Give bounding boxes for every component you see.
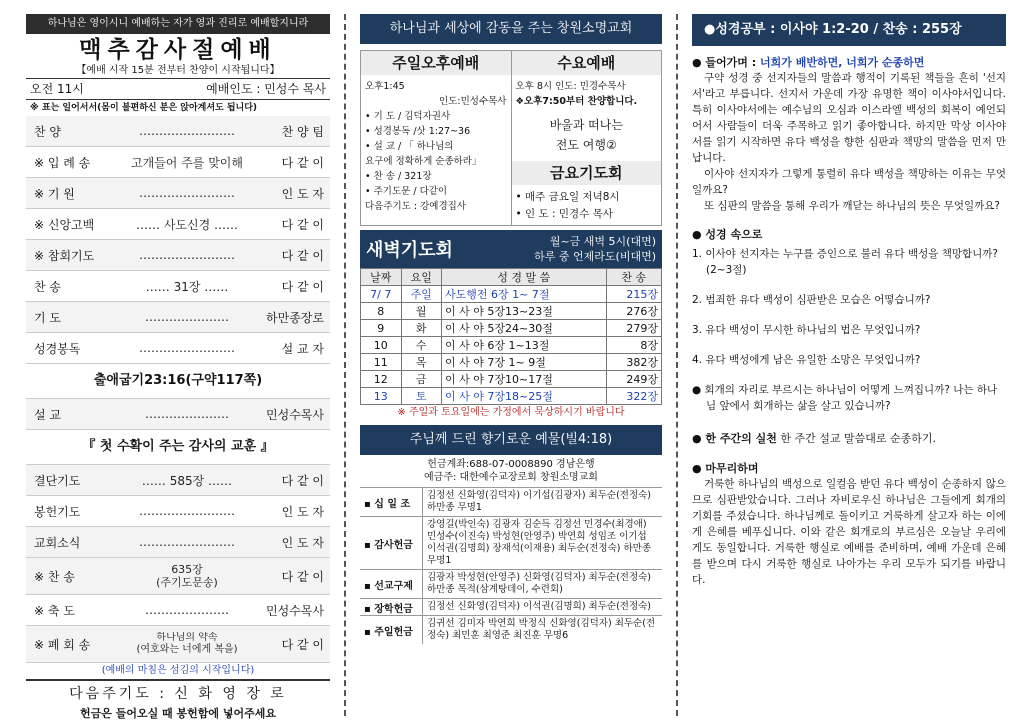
order-person: 민성수목사 [266, 603, 324, 618]
reading-day: 토 [401, 388, 442, 405]
wednesday-theme [516, 115, 658, 155]
order-detail: …………………… [139, 504, 235, 518]
column-divider [676, 14, 678, 716]
order-label: 찬 송 [34, 279, 61, 294]
order-detail [114, 632, 260, 656]
study-question: 3. 유다 백성이 무시한 하나님의 법은 무엇입니까? [692, 324, 921, 336]
order-person: 설 교 자 [281, 341, 324, 356]
order-detail: …………………… [139, 186, 235, 200]
inside-heading: ● 성경 속으로 [692, 228, 763, 241]
study-banner: ●성경공부 : 이사야 1:2-20 / 찬송 : 255장 [692, 14, 1006, 46]
order-label: 결단기도 [34, 473, 81, 488]
order-person: 인 도 자 [281, 186, 324, 201]
order-person: 하만종장로 [266, 310, 324, 325]
order-person: 찬 양 팀 [281, 124, 324, 139]
table-note: ※ 주일과 토요일에는 가정에서 묵상하시기 바랍니다 [397, 407, 625, 418]
offering-row [360, 569, 662, 598]
order-row-sermon [26, 399, 330, 430]
order-detail: …… 585장 …… [141, 473, 233, 488]
account-info [360, 455, 662, 487]
wednesday-box [511, 51, 662, 225]
reading-text: 이 사 야 7장18~25절 [442, 388, 607, 405]
friday-title: 금요기도회 [512, 161, 662, 185]
closing-note: (예배의 마침은 섬김의 시작입니다) [101, 665, 255, 676]
offering-names: 김정선 신화영(김덕자) 이기섭(김광자) 최두순(전정숙) 하만종 무명1 [427, 490, 652, 513]
order-person: 다 같 이 [281, 248, 324, 263]
service-info [26, 78, 330, 100]
closing-heading: ● 마무리하며 [692, 462, 759, 475]
order-detail: ………………… [145, 310, 229, 324]
closing-song-title: 하나님의 약속 [156, 632, 218, 643]
order-row [26, 496, 330, 527]
start-note: 【예배 시작 15분 전부터 찬양이 시작됩니다】 [76, 65, 280, 76]
friday-leader: • 인 도 : 민경수 목사 [515, 208, 613, 220]
offering-names: 김정선 신화영(김덕자) 이석권(김명희) 최두순(전정숙) [427, 601, 652, 612]
order-person: 다 같 이 [281, 217, 324, 232]
sunday-afternoon-title: 주일오후예배 [361, 51, 511, 75]
offering-instruction: 헌금은 들어오실 때 봉헌함에 넣어주세요 [80, 707, 276, 720]
sunday-lords-prayer: • 주기도문 / 다같이 [365, 186, 448, 197]
intro-heading [692, 54, 1006, 70]
study-question: ● 회개의 자리로 부르시는 하나님이 어떻게 느껴집니까? 나는 하나님 앞에서 회개하는 삶을 살고 있습니까? [692, 384, 998, 412]
order-detail: …… 사도신경 …… [136, 217, 238, 232]
sunday-sermon: • 설 교 / 「 하나님의 [365, 141, 454, 152]
reading-date: 13 [361, 388, 402, 405]
reading-date: 12 [361, 371, 402, 388]
offering-names: 김귀선 김미자 박연희 박정식 신화영(김덕자) 최두순(전정숙) 최민훈 최영준 최진훈 무명6 [427, 618, 656, 641]
standing-note: ※ 표는 일어서서(몸이 불편하신 분은 앉아계셔도 됩니다) [30, 103, 258, 113]
sunday-next-prayer: 다음주기도 : 강예경집사 [365, 201, 467, 212]
offering-row [360, 615, 662, 644]
reading-hymn: 322장 [606, 388, 661, 405]
service-time: 오전 11시 [30, 82, 84, 96]
reading-hymn: 215장 [606, 286, 661, 303]
intro-theme: 너희가 배반하면, 너희가 순종하면 [760, 56, 925, 69]
order-row-hymn [26, 558, 330, 595]
intro-question: 또 심판의 말씀을 통해 우리가 깨닫는 하나님의 뜻은 무엇일까요? [704, 200, 1000, 212]
offering-type: ▪ 감사헌금 [360, 517, 423, 569]
reading-hymn: 276장 [606, 303, 661, 320]
sunday-hymn: • 찬 송 / 321장 [365, 171, 432, 182]
dawn-schedule-line1: 월~금 새벽 5시(대면) [549, 235, 656, 248]
offering-list [360, 487, 662, 644]
offering-row [360, 487, 662, 516]
study-question: 4. 유다 백성에게 남은 유일한 소망은 무엇입니까? [692, 354, 921, 366]
order-row-closing [26, 626, 330, 663]
order-label: 설 교 [34, 407, 61, 422]
col-date: 날짜 [361, 269, 402, 286]
reading-day: 화 [401, 320, 442, 337]
order-label: ※ 축 도 [34, 603, 75, 618]
reading-text: 사도행전 6장 1~ 7절 [442, 286, 607, 303]
sunday-sermon-title: 요구에 정확하게 순종하라」 [365, 156, 482, 167]
offering-type: ▪ 장학헌금 [360, 599, 423, 615]
order-detail: 고개들어 주를 맞이해 [131, 155, 243, 170]
order-row [26, 527, 330, 558]
reading-day: 주일 [401, 286, 442, 303]
church-banner: 하나님과 세상에 감동을 주는 창원소명교회 [360, 14, 662, 44]
order-label: ※ 폐 회 송 [34, 637, 91, 652]
offering-type: ▪ 주일헌금 [360, 616, 423, 644]
order-list-top [26, 116, 330, 364]
order-person: 다 같 이 [281, 569, 324, 584]
order-label: 봉헌기도 [34, 504, 81, 519]
reading-row [361, 371, 662, 388]
offering-type: ▪ 선교구제 [360, 570, 423, 598]
order-person: 다 같 이 [281, 637, 324, 652]
order-row [26, 116, 330, 147]
schedule-column [360, 14, 662, 716]
reading-row [361, 337, 662, 354]
order-detail: …………………… [139, 341, 235, 355]
worship-order-column [26, 14, 330, 720]
order-label: ※ 참회기도 [34, 248, 95, 263]
practice-label: ● 한 주간의 실천 [692, 432, 777, 445]
order-person: 인 도 자 [281, 504, 324, 519]
order-detail: …… 31장 …… [145, 279, 229, 294]
sermon-title: 『 첫 수확이 주는 감사의 교훈 』 [26, 430, 330, 465]
reading-row [361, 303, 662, 320]
offering-names: 김광자 박성현(안영주) 신화영(김덕자) 최두순(전정숙) 하만종 목적(삼계탕데이, 수련회) [427, 572, 652, 595]
sunday-reading: • 성경봉독 /삿 1:27~36 [365, 126, 471, 137]
service-title: 맥추감사절예배 [79, 37, 277, 63]
order-detail: ………………… [145, 407, 229, 421]
reading-hymn: 279장 [606, 320, 661, 337]
order-label: 찬 양 [34, 124, 61, 139]
sunday-prayer: • 기 도 / 김덕자권사 [365, 111, 451, 122]
hymn-subtitle: (주기도문송) [156, 576, 218, 589]
order-detail: …………………… [139, 124, 235, 138]
dawn-prayer-title: 새벽기도회 [366, 240, 453, 261]
order-label: 기 도 [34, 310, 61, 325]
column-divider [344, 14, 346, 716]
reading-day: 목 [401, 354, 442, 371]
order-label: ※ 입 례 송 [34, 155, 91, 170]
order-row [26, 147, 330, 178]
sunday-leader: 인도:민성수목사 [439, 96, 507, 107]
reading-text: 이 사 야 5장24~30절 [442, 320, 607, 337]
order-label: 교회소식 [34, 535, 81, 550]
motto-banner: 하나님은 영이시니 예배하는 자가 영과 진리로 예배할지니라 [26, 14, 330, 34]
service-boxes [360, 50, 662, 226]
bible-study-column [692, 14, 1006, 716]
reading-text: 이 사 야 7장10~17절 [442, 371, 607, 388]
order-detail: ………………… [145, 603, 229, 617]
reading-date: 8 [361, 303, 402, 320]
wednesday-theme-line2: 전도 여행② [555, 138, 617, 152]
closing-paragraph: 거룩한 하나님의 백성으로 일컬음 받던 유다 백성이 순종하지 않으므로 심판받았습니다. 그러나 자비로우신 하나님은 그들에게 회개의 기회를 주셨습니다. 하나님께로 돌이키고 거룩하게 살고자 하는 이에게 은혜를 베푸십니다. 이와 같은 회개로의 부르심은 오늘날 우리에게도 동일합니다. 거룩한 행실로 예배를 준비하며, 예배 가운데 은혜를 받으며 다시 거룩한 행실로 나아가는 우리 모두가 되기를 바랍니다. [692, 478, 1006, 586]
order-label: ※ 찬 송 [34, 569, 75, 584]
intro-paragraph: 구약 성경 중 선지자들의 말씀과 행적이 기록된 책들을 흔히 '선지서'라고 부릅니다. 선지서 가운데 가장 유명한 책이 이사야서입니다. 특히 이사야서에는 예수님의 오심과 이스라엘 백성의 회복이 예언되어서 사람들이 더욱 주목하고 읽기 좋아합니다. 하지만 막상 이사야서를 읽기 시작하면 유다 백성을 향한 심판과 책망의 말씀을 먼저 만납니다. [692, 72, 1006, 164]
offering-row [360, 598, 662, 615]
order-person: 인 도 자 [281, 535, 324, 550]
order-person: 다 같 이 [281, 155, 324, 170]
offering-type: ▪ 십 일 조 [360, 488, 423, 516]
reading-day: 금 [401, 371, 442, 388]
dawn-prayer-banner [360, 230, 662, 268]
reading-day: 수 [401, 337, 442, 354]
order-detail: …………………… [139, 248, 235, 262]
study-question: 1. 이사야 선지자는 누구를 증인으로 불러 유다 백성을 책망합니까? (2~3절) [692, 248, 999, 276]
practice-text: 한 주간 설교 말씀대로 순종하기. [776, 432, 936, 445]
order-row [26, 209, 330, 240]
reading-row [361, 388, 662, 405]
reading-text: 이 사 야 7장 1~ 9절 [442, 354, 607, 371]
next-week-prayer: 다음주기도 : 신 화 영 장 로 [69, 686, 287, 702]
reading-row [361, 320, 662, 337]
wednesday-time: 오후 8시 인도: 민경수목사 [515, 81, 626, 92]
order-detail: …………………… [139, 535, 235, 549]
order-row [26, 240, 330, 271]
order-label: ※ 신앙고백 [34, 217, 95, 232]
dawn-prayer-schedule [486, 234, 662, 264]
account-number: 헌금계좌:688-07-0008890 경남은행 [427, 459, 595, 470]
scripture-reference: 출애굽기23:16(구약117쪽) [26, 364, 330, 399]
sunday-time: 오후1:45 [365, 81, 405, 92]
wednesday-title: 수요예배 [512, 51, 662, 75]
reading-row [361, 354, 662, 371]
order-person: 다 같 이 [281, 279, 324, 294]
order-list-bottom [26, 465, 330, 558]
wednesday-theme-line1: 바울과 떠나는 [549, 118, 623, 132]
reading-date: 9 [361, 320, 402, 337]
study-question: 2. 범죄한 유다 백성이 심판받은 모습은 어떻습니까? [692, 294, 931, 306]
sunday-afternoon-box [361, 51, 511, 225]
reading-text: 이 사 야 6장 1~13절 [442, 337, 607, 354]
order-row [26, 178, 330, 209]
reading-date: 10 [361, 337, 402, 354]
intro-question: 이사야 선지자가 그렇게 통렬히 유다 백성을 책망하는 이유는 무엇일까요? [692, 168, 1006, 196]
col-scripture: 성 경 말 씀 [442, 269, 607, 286]
order-person: 다 같 이 [281, 473, 324, 488]
order-person: 민성수목사 [266, 407, 324, 422]
wednesday-praise: ❖오후7:50부터 찬양합니다. [515, 96, 638, 107]
order-detail [114, 563, 260, 589]
dawn-schedule-line2: 하루 중 언제라도(비대면) [534, 250, 656, 263]
reading-date: 11 [361, 354, 402, 371]
offering-banner: 주님께 드린 향기로운 예물(빌4:18) [360, 425, 662, 455]
col-hymn: 찬 송 [606, 269, 661, 286]
order-label: 성경봉독 [34, 341, 81, 356]
friday-time: • 매주 금요일 저녁8시 [515, 191, 620, 203]
reading-table [360, 268, 662, 405]
order-row [26, 271, 330, 302]
hymn-number: 635장 [171, 563, 203, 576]
reading-day: 월 [401, 303, 442, 320]
account-holder: 예금주: 대한예수교장로회 창원소명교회 [424, 472, 598, 483]
next-week-box [26, 679, 330, 723]
question-list [692, 246, 1006, 414]
practice-line [692, 430, 1006, 446]
service-leader: 예배인도 : 민성수 목사 [206, 82, 326, 96]
reading-row [361, 286, 662, 303]
order-label: ※ 기 원 [34, 186, 75, 201]
order-row [26, 302, 330, 333]
reading-hymn: 8장 [606, 337, 661, 354]
col-day: 요일 [401, 269, 442, 286]
order-row [26, 333, 330, 364]
offering-names: 강영길(박인숙) 김광자 김순득 김정선 민경수(최경애) 민성수(이진숙) 박성현(안영주) 박연희 성임조 이기섭 이석권(김명희) 장재석(이재용) 최두순(전정숙) 하만종 무명1 [427, 519, 652, 566]
order-row-benediction [26, 595, 330, 626]
offering-row [360, 516, 662, 569]
reading-hymn: 249장 [606, 371, 661, 388]
order-row [26, 465, 330, 496]
intro-label: ● 들어가며 : [692, 56, 760, 69]
closing-song-subtitle: (여호와는 너에게 복을) [136, 644, 238, 655]
reading-hymn: 382장 [606, 354, 661, 371]
reading-text: 이 사 야 5장13~23절 [442, 303, 607, 320]
reading-date: 7/ 7 [361, 286, 402, 303]
